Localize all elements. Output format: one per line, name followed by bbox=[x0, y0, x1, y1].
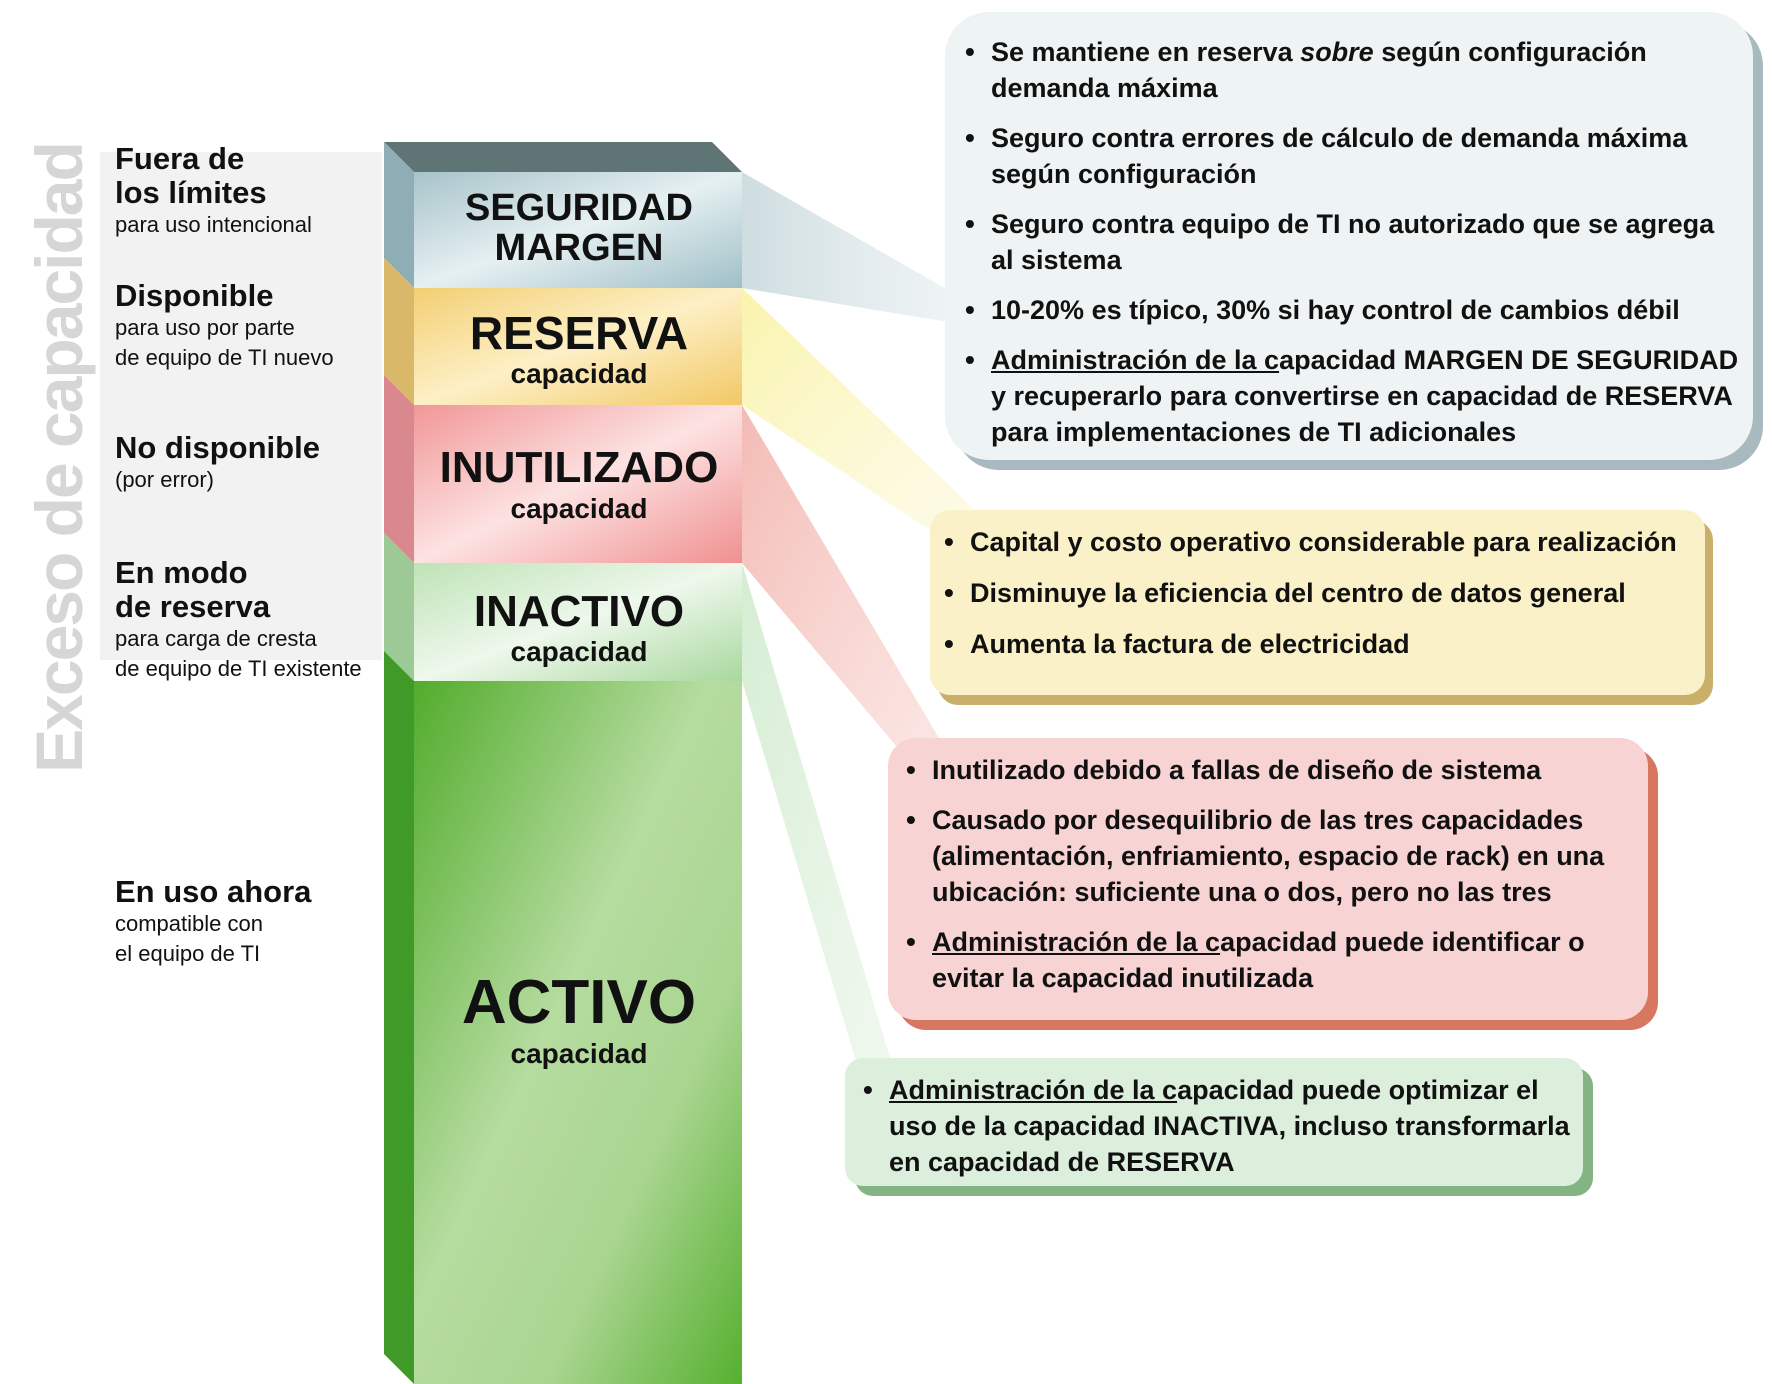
callout-safety-item bbox=[965, 342, 1743, 450]
label-available-title: Disponible bbox=[115, 278, 274, 313]
label-standby-sub: para carga de cresta de equipo de TI existente bbox=[115, 626, 362, 681]
label-in-use bbox=[115, 875, 405, 969]
callout-safety-item-text: Se mantiene en reserva bbox=[991, 37, 1301, 67]
callout-safety-item: • Seguro contra errores de cálculo de demanda máxima según configuración bbox=[965, 120, 1743, 192]
segment-safety-label bbox=[414, 188, 744, 268]
beam-safety bbox=[742, 172, 948, 322]
callout-safety-margin bbox=[945, 12, 1753, 460]
capacity-management-link-text: Administración de la c bbox=[889, 1075, 1178, 1105]
segment-unusable-label bbox=[414, 443, 744, 525]
label-in-use-title: En uso ahora bbox=[115, 874, 312, 909]
segment-unusable-title: INUTILIZADO bbox=[439, 443, 719, 492]
label-unavailable-title: No disponible bbox=[115, 430, 320, 465]
callout-reserve-item: • Disminuye la eficiencia del centro de datos general bbox=[944, 575, 1697, 611]
segment-idle-label bbox=[414, 588, 744, 668]
callout-reserve-item: • Capital y costo operativo considerable para realización bbox=[944, 524, 1697, 560]
side-active bbox=[384, 651, 414, 1384]
label-off-limits bbox=[115, 142, 405, 240]
callout-unusable-item-text: apacidad puede identificar o evitar la capacidad inutilizada bbox=[932, 927, 1585, 993]
label-off-limits-sub: para uso intencional bbox=[115, 212, 312, 237]
callout-safety-item-emphasis: sobre bbox=[1300, 37, 1374, 67]
segment-reserve-sub: capacidad bbox=[510, 358, 648, 389]
segment-safety-line1: SEGURIDAD bbox=[464, 187, 694, 229]
callout-reserve-item: • Aumenta la factura de electricidad bbox=[944, 626, 1697, 662]
label-standby bbox=[115, 556, 405, 684]
callout-reserve bbox=[930, 510, 1705, 695]
label-available bbox=[115, 279, 405, 373]
callout-idle bbox=[845, 1058, 1583, 1186]
label-in-use-sub: compatible con el equipo de TI bbox=[115, 911, 263, 966]
label-unavailable-sub: (por error) bbox=[115, 467, 215, 492]
segment-safety-line2: MARGEN bbox=[494, 227, 664, 269]
callout-unusable-item bbox=[906, 924, 1638, 996]
segment-reserve-label bbox=[414, 308, 744, 390]
callout-idle-item bbox=[863, 1072, 1573, 1180]
label-available-sub: para uso por parte de equipo de TI nuevo bbox=[115, 315, 334, 370]
segment-idle-sub: capacidad bbox=[510, 636, 648, 667]
stack-top-cap bbox=[384, 142, 742, 172]
capacity-management-link-text: Administración de la c bbox=[991, 345, 1280, 375]
callout-idle-item-text: apacidad puede optimizar el uso de la capacidad INACTIVA, incluso transformarla en capacidad de RESERVA bbox=[889, 1075, 1570, 1177]
callout-safety-item-text: apacidad MARGEN DE SEGURIDAD y recuperarlo para convertirse en capacidad de RESERVA para implementaciones de TI adicionales bbox=[991, 345, 1739, 447]
label-unavailable bbox=[115, 431, 405, 495]
callout-unusable-item: • Inutilizado debido a fallas de diseño de sistema bbox=[906, 752, 1638, 788]
segment-idle-title: INACTIVO bbox=[473, 587, 685, 636]
label-off-limits-title-text: Fuera de los límites bbox=[115, 141, 267, 210]
vertical-title-text: Exceso de capacidad bbox=[22, 143, 97, 773]
capacity-management-link-text: Administración de la c bbox=[932, 927, 1221, 957]
callout-safety-item-text-end: según configuración demanda máxima bbox=[991, 37, 1647, 103]
label-standby-title: En modo de reserva bbox=[115, 555, 271, 624]
callout-unusable bbox=[888, 738, 1648, 1020]
segment-active-label bbox=[414, 968, 744, 1070]
callout-unusable-item: • Causado por desequilibrio de las tres capacidades (alimentación, enfriamiento, espacio de rack) en una ubicación: suficiente una o dos, pero no las tres bbox=[906, 802, 1638, 910]
callout-safety-item: • Seguro contra equipo de TI no autorizado que se agrega al sistema bbox=[965, 206, 1743, 278]
callout-safety-item: • 10-20% es típico, 30% si hay control de cambios débil bbox=[965, 292, 1743, 328]
callout-safety-item bbox=[965, 34, 1743, 106]
segment-reserve-title: RESERVA bbox=[469, 307, 689, 359]
segment-active-title: ACTIVO bbox=[461, 968, 697, 1037]
segment-active-sub: capacidad bbox=[510, 1038, 648, 1069]
segment-unusable-sub: capacidad bbox=[510, 493, 648, 524]
label-off-limits-title bbox=[115, 142, 405, 210]
